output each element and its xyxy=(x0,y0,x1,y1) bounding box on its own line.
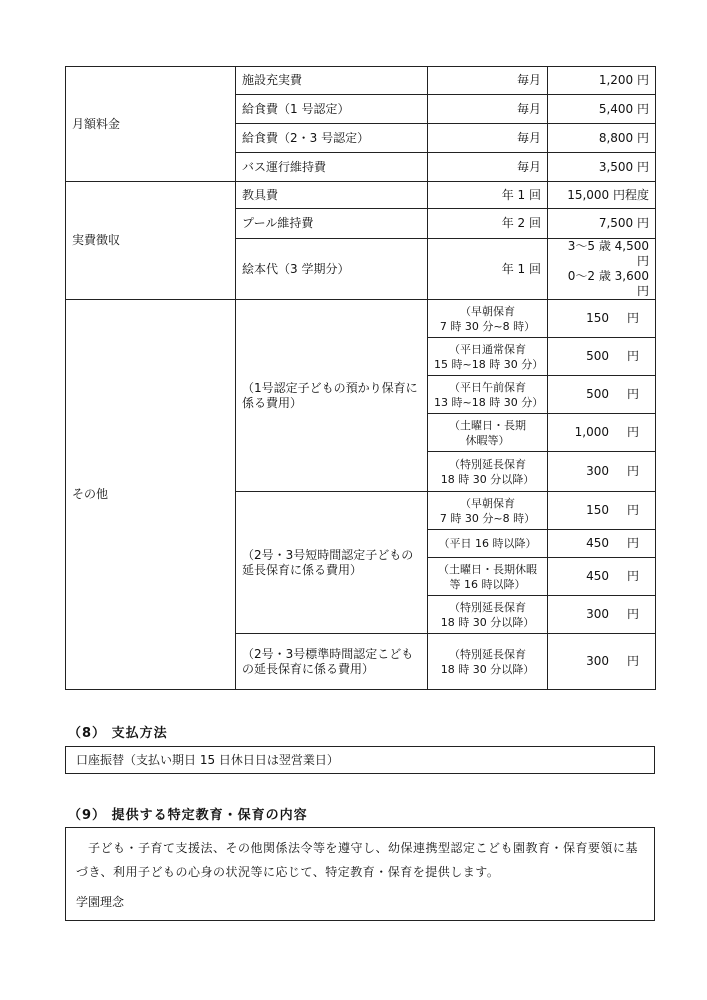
amount-unit: 円 xyxy=(626,503,639,517)
condition-cell xyxy=(428,376,548,414)
amount-unit: 円 xyxy=(626,387,639,401)
condition-cell xyxy=(428,414,548,452)
amount-cell: 5,400 円 xyxy=(548,95,656,124)
section-9-title: （9） 提供する特定教育・保育の内容 xyxy=(68,808,308,823)
amount-value: 450 xyxy=(586,569,609,583)
table-row xyxy=(66,67,656,95)
cond-text: （特別延長保育 18 時 30 分以降） xyxy=(440,457,535,486)
amount-unit: 円 xyxy=(626,536,639,550)
amount-unit: 円 xyxy=(626,654,639,668)
freq-cell: 毎月 xyxy=(428,124,548,153)
philosophy-label: 学園理念 xyxy=(76,895,125,909)
amount-cell: 7,500 円 xyxy=(548,209,656,239)
item-cell: 施設充実費 xyxy=(236,67,428,95)
amount-cell: 1,200 円 xyxy=(548,67,656,95)
amount-unit: 円 xyxy=(626,349,639,363)
group-label: （1号認定子どもの預かり保育に係る費用） xyxy=(236,300,428,492)
amount-line: 0～2 歳 3,600 円 xyxy=(567,269,649,298)
amount-cell xyxy=(548,338,656,376)
amount-cell xyxy=(548,596,656,634)
amount-cell: 8,800 円 xyxy=(548,124,656,153)
amount-value: 500 xyxy=(586,349,609,363)
category-other: その他 xyxy=(66,300,236,690)
amount-unit: 円 xyxy=(626,425,639,439)
amount-unit: 円 xyxy=(626,607,639,621)
amount-cell xyxy=(548,634,656,690)
amount-cell xyxy=(548,414,656,452)
group-label: （2号・3号標準時間認定こどもの延長保育に係る費用） xyxy=(236,634,428,690)
amount-value: 1,000 xyxy=(574,425,609,439)
education-content-box xyxy=(65,827,655,921)
amount-cell xyxy=(548,492,656,530)
amount-cell xyxy=(548,530,656,558)
condition-cell xyxy=(428,492,548,530)
condition-cell xyxy=(428,634,548,690)
item-cell: バス運行維持費 xyxy=(236,153,428,182)
category-actual: 実費徴収 xyxy=(66,182,236,300)
category-monthly: 月額料金 xyxy=(66,67,236,182)
table-row xyxy=(66,300,656,338)
condition-cell xyxy=(428,558,548,596)
cond-text: （平日通常保育 15 時~18 時 30 分） xyxy=(434,342,544,371)
item-cell: 教具費 xyxy=(236,182,428,209)
amount-cell xyxy=(548,376,656,414)
item-cell: 給食費（2・3 号認定） xyxy=(236,124,428,153)
freq-cell: 年 1 回 xyxy=(428,239,548,300)
freq-cell: 毎月 xyxy=(428,153,548,182)
item-cell: プール維持費 xyxy=(236,209,428,239)
item-cell: 給食費（1 号認定） xyxy=(236,95,428,124)
table-row xyxy=(66,182,656,209)
amount-line: 3～5 歳 4,500 円 xyxy=(567,239,649,268)
freq-cell: 年 1 回 xyxy=(428,182,548,209)
cond-text: （平日 16 時以降） xyxy=(438,537,537,550)
amount-value: 300 xyxy=(586,607,609,621)
amount-value: 300 xyxy=(586,654,609,668)
amount-value: 300 xyxy=(586,464,609,478)
condition-cell xyxy=(428,596,548,634)
amount-cell xyxy=(548,300,656,338)
education-content-text: 子ども・子育て支援法、その他関係法令等を遵守し、幼保連携型認定こども園教育・保育要領に基づき、利用子どもの心身の状況等に応じて、特定教育・保育を提供します。 xyxy=(76,841,639,879)
freq-cell: 年 2 回 xyxy=(428,209,548,239)
cond-text: （特別延長保育 18 時 30 分以降） xyxy=(440,647,535,676)
cond-text: （早朝保育 7 時 30 分~8 時） xyxy=(439,304,536,333)
cond-text: （土曜日・長期 休暇等） xyxy=(449,418,526,447)
cond-text: （土曜日・長期休暇 等 16 時以降） xyxy=(438,562,537,591)
amount-value: 150 xyxy=(586,311,609,325)
condition-cell xyxy=(428,300,548,338)
cond-text: （特別延長保育 18 時 30 分以降） xyxy=(440,600,535,629)
condition-cell xyxy=(428,452,548,492)
amount-cell: 3,500 円 xyxy=(548,153,656,182)
fee-table xyxy=(65,66,656,690)
group-label: （2号・3号短時間認定子どもの延長保育に係る費用） xyxy=(236,492,428,634)
condition-cell xyxy=(428,530,548,558)
amount-value: 450 xyxy=(586,536,609,550)
section-8-title: （8） 支払方法 xyxy=(68,726,168,741)
payment-method-text: 口座振替（支払い期日 15 日休日日は翌営業日） xyxy=(76,753,339,767)
amount-unit: 円 xyxy=(626,311,639,325)
amount-cell xyxy=(548,558,656,596)
amount-cell: 15,000 円程度 xyxy=(548,182,656,209)
amount-cell xyxy=(548,452,656,492)
cond-text: （平日午前保育 13 時~18 時 30 分） xyxy=(434,380,544,409)
condition-cell xyxy=(428,338,548,376)
freq-cell: 毎月 xyxy=(428,95,548,124)
payment-method-box xyxy=(65,746,655,774)
freq-cell: 毎月 xyxy=(428,67,548,95)
item-cell: 絵本代（3 学期分） xyxy=(236,239,428,300)
cond-text: （早朝保育 7 時 30 分~8 時） xyxy=(439,496,536,525)
amount-value: 500 xyxy=(586,387,609,401)
amount-unit: 円 xyxy=(626,569,639,583)
amount-cell xyxy=(548,239,656,300)
amount-unit: 円 xyxy=(626,464,639,478)
amount-value: 150 xyxy=(586,503,609,517)
